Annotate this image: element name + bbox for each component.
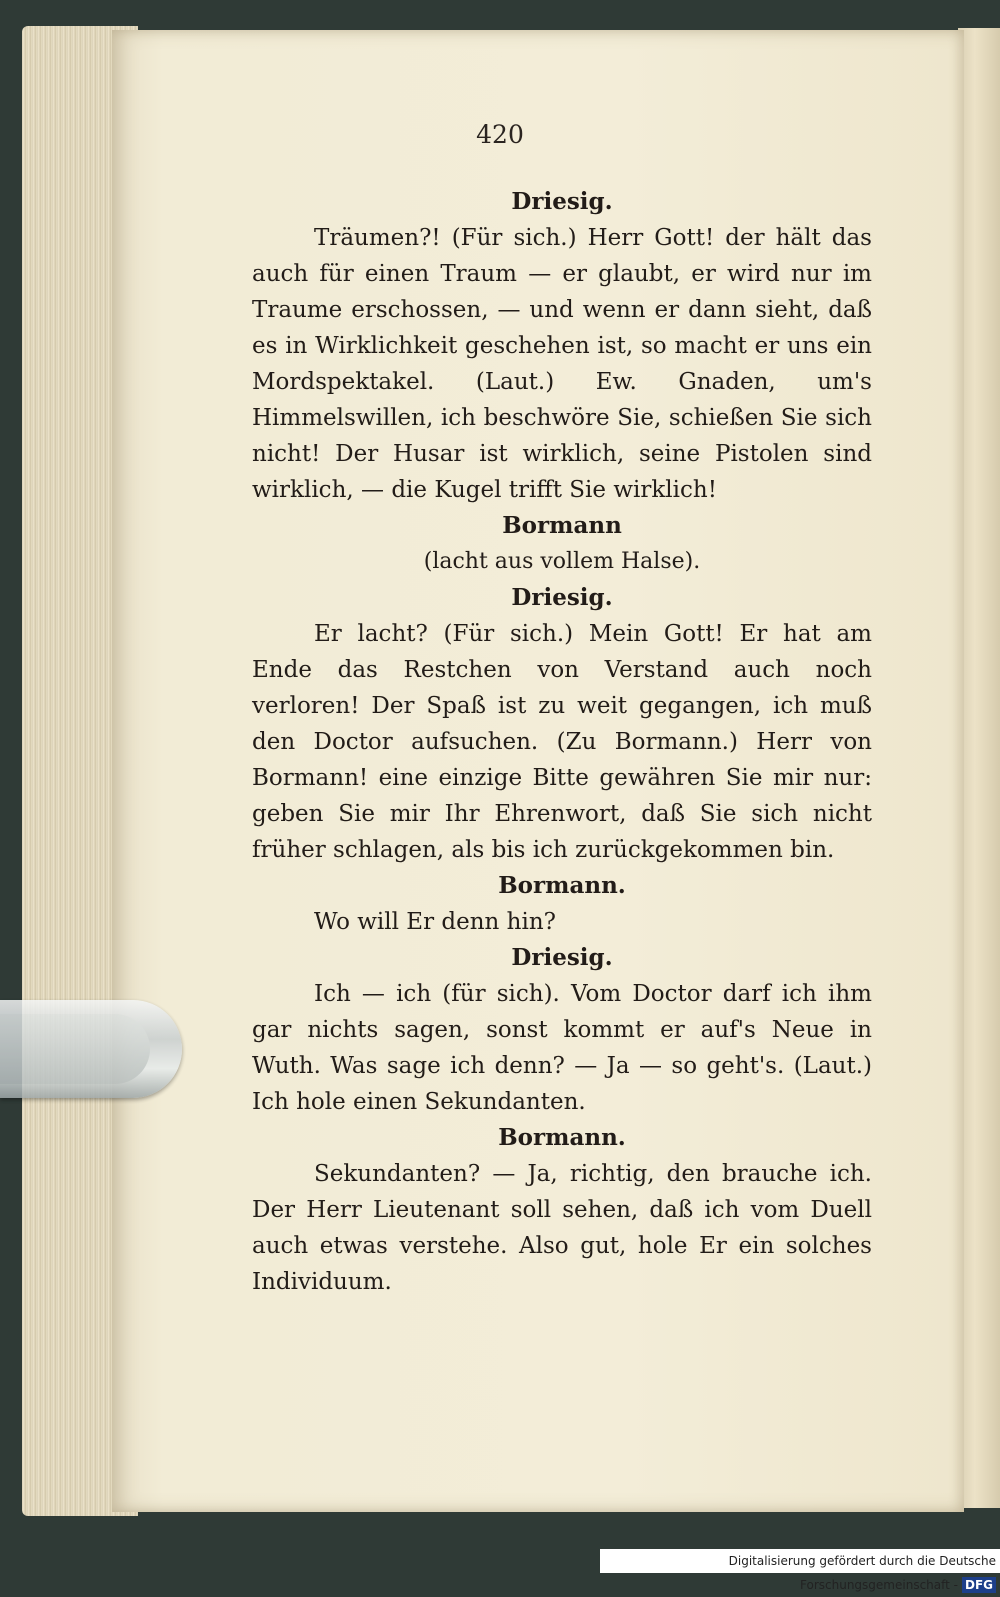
stage-direction: (lacht aus vollem Halse).: [423, 549, 701, 574]
dialogue-paragraph: Träumen?! (Für sich.) Herr Gott! der hält das auch für einen Traum — er glaubt, er wird nur im Traume erschossen, — und wenn er dann sieht, daß es in Wirklichkeit geschehen ist, so macht er uns ein Mordspektakel. (Laut.) Ew. Gnaden, um's Himmelswillen, ich beschwöre Sie, schießen Sie sich nicht! Der Husar ist wirklich, seine Pistolen sind wirklich, — die Kugel trifft Sie wirklich!: [252, 225, 872, 503]
funding-credit-text: Digitalisierung gefördert durch die Deutsche Forschungsgemeinschaft -: [728, 1554, 996, 1592]
speaker-name: Bormann: [502, 512, 622, 539]
page-number: 420: [476, 120, 524, 149]
speaker-name: Driesig.: [511, 944, 613, 971]
speaker-name: Bormann.: [498, 872, 626, 899]
dialogue-paragraph: Ich — ich (für sich). Vom Doctor darf ich ihm gar nichts sagen, sonst kommt er auf's Neue in Wuth. Was sage ich denn? — Ja — so geht's. (Laut.) Ich hole einen Sekundanten.: [252, 981, 872, 1115]
page-text: [252, 184, 872, 1300]
speaker-name: Driesig.: [511, 584, 613, 611]
dialogue-paragraph: Sekundanten? — Ja, richtig, den brauche ich. Der Herr Lieutenant soll sehen, daß ich vom Duell auch etwas verstehe. Also gut, hole Er ein solches Individuum.: [252, 1161, 872, 1295]
funding-credit: [600, 1549, 1000, 1592]
speaker-name: Bormann.: [498, 1124, 626, 1151]
speaker-name: Driesig.: [511, 188, 613, 215]
dialogue-paragraph: Er lacht? (Für sich.) Mein Gott! Er hat am Ende das Restchen von Verstand auch noch verloren! Der Spaß ist zu weit gegangen, ich muß den Doctor aufsuchen. (Zu Bormann.) Herr von Bormann! eine einzige Bitte gewähren Sie mir nur: geben Sie mir Ihr Ehrenwort, daß Sie sich nicht früher schlagen, als bis ich zurückgekommen bin.: [252, 621, 872, 863]
dfg-logo: DFG: [962, 1577, 996, 1593]
page-clip: [0, 1000, 182, 1098]
page-edges-right: [958, 28, 1000, 1508]
dialogue-paragraph: Wo will Er denn hin?: [314, 909, 556, 935]
